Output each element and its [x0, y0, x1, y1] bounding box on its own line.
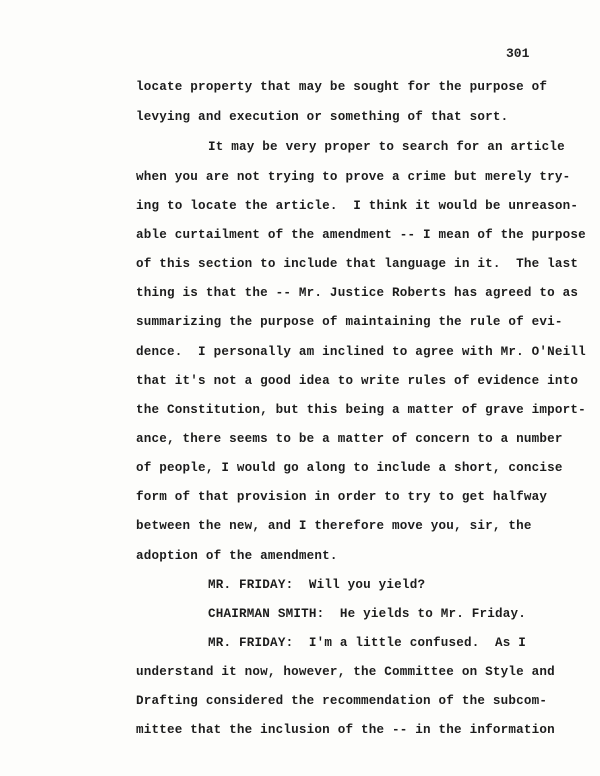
text-line: Drafting considered the recommendation of the subcom- — [136, 694, 548, 708]
text-line: ing to locate the article. I think it would be unreason- — [136, 199, 579, 213]
text-line: form of that provision in order to try to get halfway — [136, 490, 548, 504]
text-line: that it's not a good idea to write rules of evidence into — [136, 374, 579, 388]
text-line: understand it now, however, the Committee on Style and — [136, 665, 555, 679]
speaker-line: CHAIRMAN SMITH: He yields to Mr. Friday. — [208, 607, 527, 621]
text-line: adoption of the amendment. — [136, 549, 338, 563]
text-line: of this section to include that language in it. The last — [136, 257, 579, 271]
text-line: ance, there seems to be a matter of concern to a number — [136, 432, 563, 446]
page-number: 301 — [506, 46, 530, 61]
text-line: locate property that may be sought for the purpose of — [136, 80, 548, 94]
text-line: dence. I personally am inclined to agree with Mr. O'Neill — [136, 345, 586, 359]
text-line: the Constitution, but this being a matter of grave import- — [136, 403, 586, 417]
text-line: thing is that the -- Mr. Justice Roberts has agreed to as — [136, 286, 579, 300]
speaker-line: MR. FRIDAY: I'm a little confused. As I — [208, 636, 527, 650]
text-line: able curtailment of the amendment -- I mean of the purpose — [136, 228, 586, 242]
text-line: levying and execution or something of that sort. — [136, 110, 509, 124]
text-line: between the new, and I therefore move you, sir, the — [136, 519, 532, 533]
text-line: It may be very proper to search for an article — [208, 140, 565, 154]
speaker-line: MR. FRIDAY: Will you yield? — [208, 578, 426, 592]
text-line: mittee that the inclusion of the -- in the information — [136, 723, 555, 737]
text-line: of people, I would go along to include a short, concise — [136, 461, 563, 475]
text-line: when you are not trying to prove a crime but merely try- — [136, 170, 571, 184]
text-line: summarizing the purpose of maintaining the rule of evi- — [136, 315, 563, 329]
